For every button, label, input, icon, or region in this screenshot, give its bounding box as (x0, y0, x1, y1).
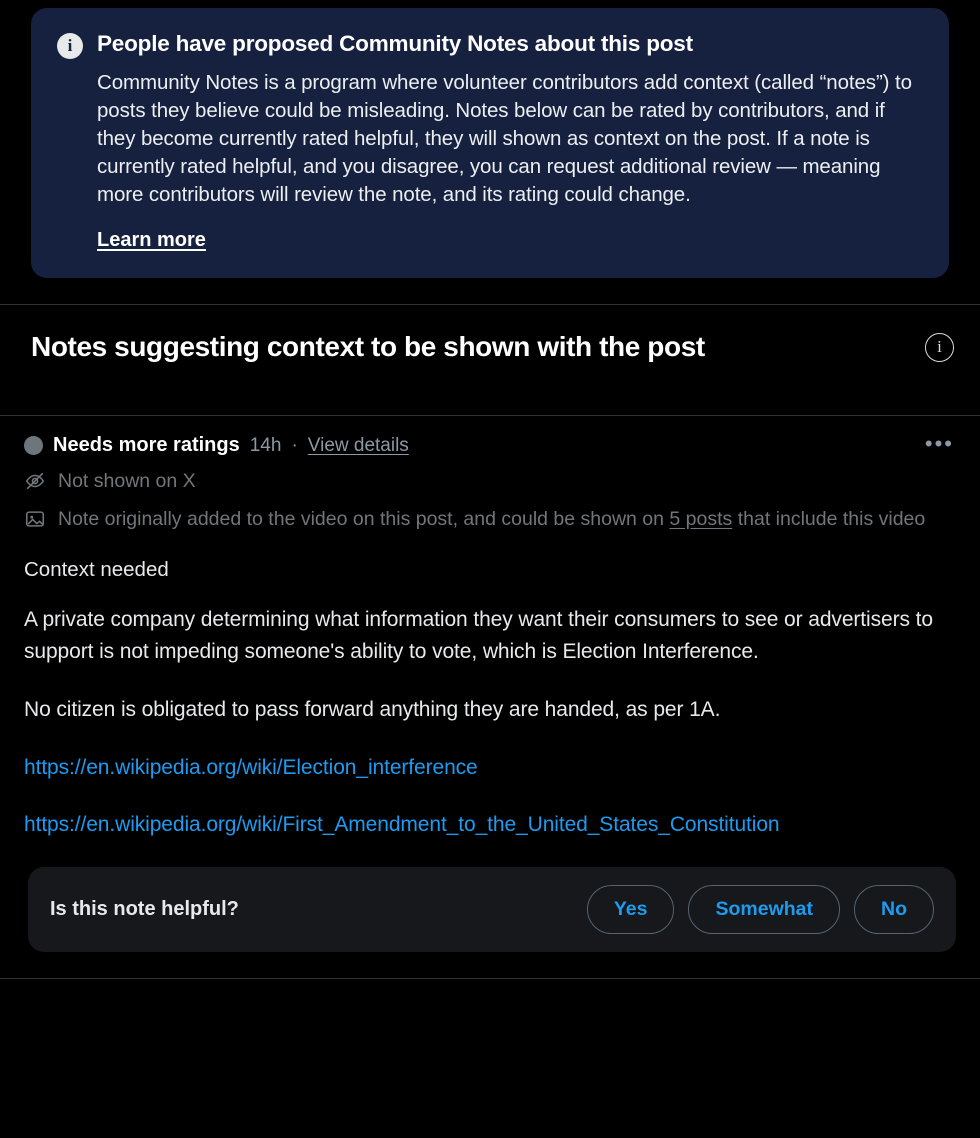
note-paragraph-2: No citizen is obligated to pass forward anything they are handed, as per 1A. (24, 697, 721, 721)
note-visibility-label: Not shown on X (58, 470, 196, 493)
more-options-icon[interactable]: ••• (924, 431, 954, 457)
status-badge: Needs more ratings (53, 434, 240, 457)
note-origin-posts-link[interactable]: 5 posts (669, 507, 733, 530)
note-rating-bar (28, 867, 956, 952)
note-timestamp: 14h (249, 434, 282, 456)
note-origin-prefix: Note originally added to the video on this post, and could be shown on (58, 507, 670, 530)
status-dot-icon (24, 436, 43, 455)
view-details-link[interactable]: View details (307, 434, 409, 456)
rating-buttons (587, 885, 934, 934)
banner-header (57, 30, 923, 59)
banner-description: Community Notes is a program where volunteer contributors add context (called “notes”) to posts they believe could be misleading. Notes below can be rated by contributors, and if they become currently rated helpful, they will shown as context on the post. If a note is currently rated helpful, and you disagree, you can request additional review — meaning more contributors will review the note, and its rating could change. (97, 71, 912, 207)
note-status-row (24, 431, 954, 457)
learn-more-link[interactable]: Learn more (97, 229, 206, 252)
community-notes-page (0, 8, 980, 1138)
page-title: Notes suggesting context to be shown with the post (31, 331, 705, 363)
note-origin-row (24, 506, 954, 532)
rating-somewhat-button[interactable]: Somewhat (688, 885, 840, 934)
info-outline-icon[interactable]: i (925, 333, 954, 362)
rating-yes-button[interactable]: Yes (587, 885, 675, 934)
note-text (24, 604, 954, 841)
note-paragraph-1: A private company determining what information they want their consumers to see or advertisers to support is not impeding someone's ability to vote, which is Election Interference. (24, 608, 933, 663)
info-icon: i (57, 33, 83, 59)
note-classification: Context needed (24, 558, 169, 582)
rating-question: Is this note helpful? (50, 897, 239, 920)
notes-section-header (0, 305, 980, 389)
note-source-link-2[interactable]: https://en.wikipedia.org/wiki/First_Amendment_to_the_United_States_Constitution (24, 813, 780, 837)
eye-off-icon (24, 470, 46, 492)
image-icon (24, 508, 46, 530)
note-card (0, 416, 980, 840)
note-divider-bottom (0, 978, 980, 979)
community-notes-info-banner (31, 8, 949, 278)
note-visibility-row (24, 468, 954, 494)
note-origin-suffix: that include this video (732, 507, 926, 530)
meta-separator: · (291, 434, 298, 456)
note-origin-text (58, 506, 954, 532)
note-source-link-1[interactable]: https://en.wikipedia.org/wiki/Election_interference (24, 755, 478, 779)
banner-title: People have proposed Community Notes about this post (97, 31, 693, 56)
rating-no-button[interactable]: No (854, 885, 934, 934)
